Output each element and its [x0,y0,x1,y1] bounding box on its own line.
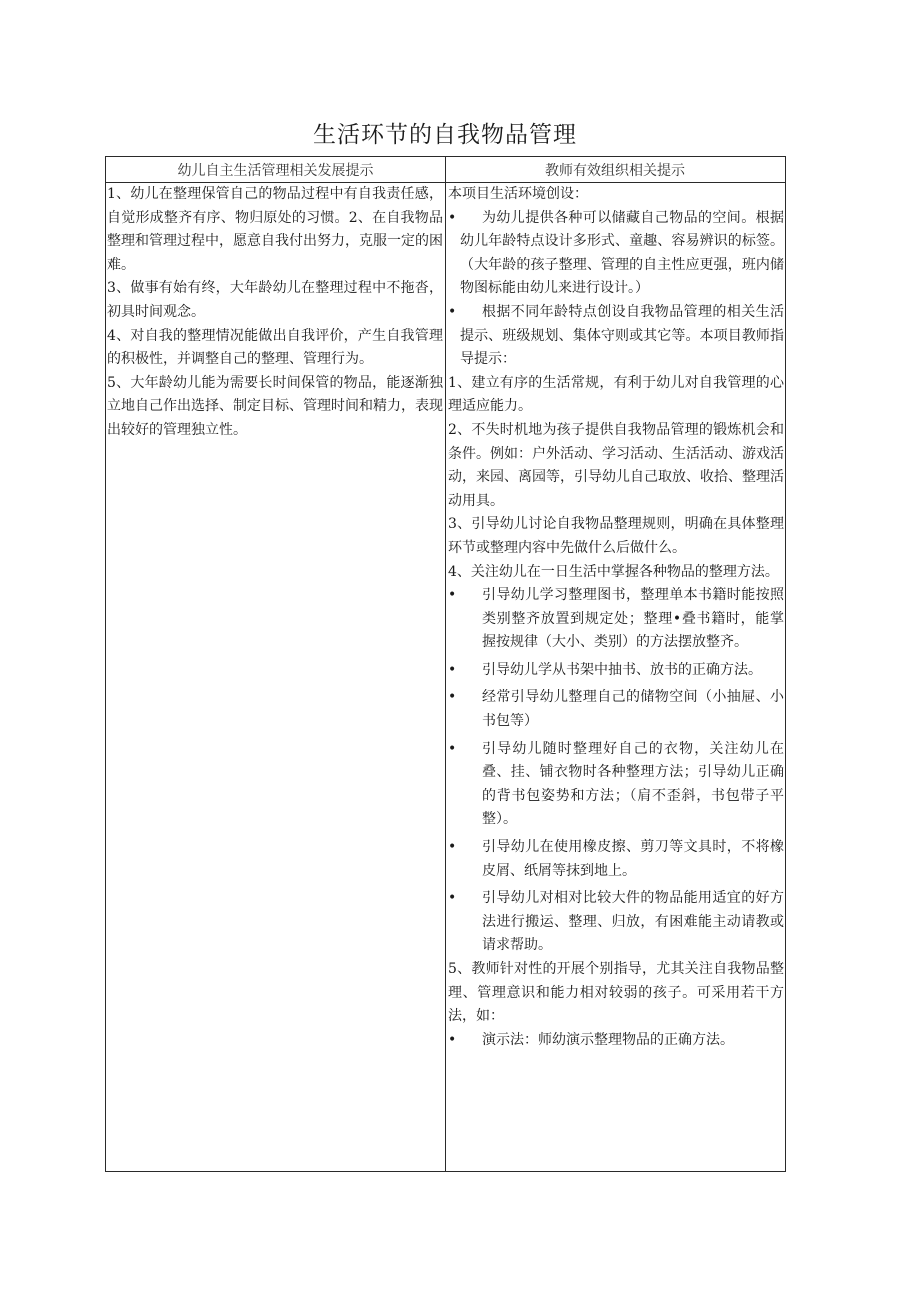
method-bullet-text: 引导幼儿学从书架中抽书、放书的正确方法。 [482,661,762,678]
demo-bullet-text: 演示法：师幼演示整理物品的正确方法。 [482,1031,734,1048]
method-bullet [448,584,784,655]
dev-point-1-2: 1、幼儿在整理保管自己的物品过程中有自我责任感，自觉形成整齐有序、物归原处的习惯。2、在自我物品整理和管理过程中，愿意自我付出努力，克服一定的困难。 [107,186,443,273]
env-bullet-text: 根据不同年龄特点创设自我物品管理的相关生活提示、班级规划、集体守则或其它等。本项目教师指导提示： [460,303,784,368]
bullet-icon: • [448,303,457,320]
page-title: 生活环节的自我物品管理 [313,122,577,148]
method-bullet-text: 引导幼儿在使用橡皮擦、剪刀等文具时，不将橡皮屑、纸屑等抹到地上。 [482,839,784,879]
table-header-row [106,157,785,183]
method-bullet [448,659,784,683]
bullet-icon: • [448,839,457,856]
method-bullet-text: 引导幼儿对相对比较大件的物品能用适宜的好方法进行搬运、整理、归放，有困难能主动请教或请求帮助。 [482,890,784,954]
guide-item-4: 4、关注幼儿在一日生活中掌握各种物品的整理方法。 [448,563,779,580]
method-bullet [448,836,784,883]
guide-item-5: 5、教师针对性的开展个别指导，尤其关注自我物品整理、管理意识和能力相对较弱的孩子。可采用若干方法，如： [448,961,784,1025]
dev-point-3: 3、做事有始有终，大年龄幼儿在整理过程中不拖沓，初具时间观念。 [107,280,443,320]
env-heading: 本项目生活环境创设： [448,186,588,202]
guide-item-2: 2、不失时机地为孩子提供自我物品管理的锻炼机会和条件。例如：户外活动、学习活动、生活活动、游戏活动，来园、离园等，引导幼儿自己取放、收拾、整理活动用具。 [448,421,784,509]
guide-item-3: 3、引导幼儿讨论自我物品整理规则，明确在具体整理环节或整理内容中先做什么后做什么。 [448,516,784,556]
bullet-icon: • [448,661,457,678]
header-teacher-guidance: 教师有效组织相关提示 [545,162,685,179]
env-bullet [448,301,784,372]
bullet-icon: • [448,587,457,604]
bullet-icon: • [448,689,457,706]
bullet-icon: • [448,209,457,226]
bullet-icon: • [448,740,457,757]
bullet-icon: • [448,1031,457,1048]
dev-point-5: 5、大年龄幼儿能为需要长时间保管的物品，能逐渐独立地自己作出选择、制定目标、管理时间和精力，表现出较好的管理独立性。 [107,374,443,438]
column-divider [445,157,446,1171]
env-bullet-text: 为幼儿提供各种可以储藏自己物品的空间。根据幼儿年龄特点设计多形式、童趣、容易辨识的标签。（大年龄的孩子整理、管理的自主性应更强，班内储物图标能由幼儿来进行设计。） [460,209,784,297]
dev-point-4: 4、对自我的整理情况能做出自我评价，产生自我管理的积极性，并调整自己的整理、管理行为。 [107,327,443,368]
demo-bullet [448,1029,784,1053]
method-bullet [448,738,784,832]
method-bullet-text: 经常引导幼儿整理自己的储物空间（小抽屉、小书包等） [482,689,784,730]
guide-item-1: 1、建立有序的生活常规，有利于幼儿对自我管理的心理适应能力。 [448,374,784,415]
header-child-development: 幼儿自主生活管理相关发展提示 [177,162,374,179]
method-bullet [448,887,784,958]
method-bullet-text: 引导幼儿随时整理好自己的衣物，关注幼儿在叠、挂、铺衣物时各种整理方法；引导幼儿正确的背书包姿势和方法；（肩不歪斜，书包带子平整）。 [482,740,784,828]
method-bullet-text: 引导幼儿学习整理图书，整理单本书籍时能按照类别整齐放置到规定处；整理•叠书籍时，能掌握按规律（大小、类别）的方法摆放整齐。 [482,587,784,651]
child-development-cell [107,183,443,443]
env-bullet [448,207,784,301]
method-bullet [448,686,784,733]
teacher-guidance-cell [448,183,784,1052]
content-table [105,156,786,1172]
bullet-icon: • [448,890,457,907]
